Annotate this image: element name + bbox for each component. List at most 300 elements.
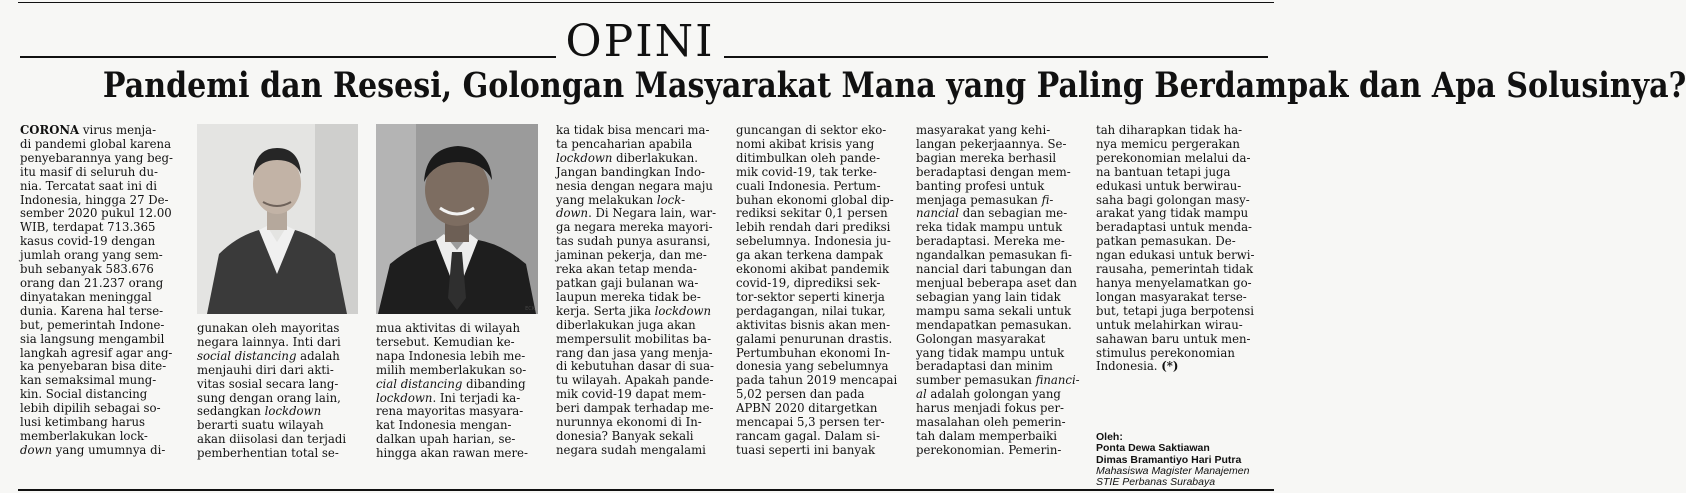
text-segment: sedangkan: [197, 404, 265, 419]
byline-author-1: Ponta Dewa Saktiawan: [1096, 442, 1210, 455]
text-segment: tor-sektor seperti kinerja: [736, 289, 885, 304]
text-line: [197, 364, 358, 378]
text-segment: cial distancing: [376, 376, 463, 391]
text-segment: Golongan masyarakat: [916, 331, 1046, 346]
text-segment: negara lainnya. Inti dari: [197, 334, 341, 349]
text-line: [556, 249, 718, 263]
text-line: [197, 350, 358, 364]
text-line: [20, 402, 178, 416]
text-line: [20, 207, 178, 221]
text-line: [556, 319, 718, 333]
text-line: [916, 152, 1077, 166]
text-segment: kat Indonesia mengan-: [376, 418, 512, 433]
text-line: [736, 402, 898, 416]
text-segment: menjual beberapa aset dan: [916, 275, 1077, 290]
text-segment: mempersulit mobilitas ba-: [556, 331, 712, 346]
author-photo-1: [197, 124, 358, 314]
text-line: [916, 347, 1077, 361]
text-line: [20, 347, 178, 361]
text-line: [736, 347, 898, 361]
section-title: OPINI: [565, 16, 715, 67]
text-segment: sia langsung mengambil: [20, 331, 165, 346]
text-segment: edukasi untuk berwirau-: [1096, 178, 1242, 193]
text-segment: stimulus perekonomian: [1096, 345, 1235, 360]
text-line: [736, 291, 898, 305]
text-segment: tah dalam memperbaiki: [916, 428, 1057, 443]
text-segment: donesia? Banyak sekali: [556, 428, 694, 443]
byline-label: Oleh:: [1096, 431, 1123, 443]
text-segment: ngandalkan pemasukan fi-: [916, 248, 1072, 263]
text-segment: mendapatkan pemasukan.: [916, 317, 1072, 332]
text-segment: bagian mereka berhasil: [916, 150, 1057, 165]
text-segment: lebih dipilih sebagai so-: [20, 401, 161, 416]
text-segment: dunia. Karena hal terse-: [20, 303, 164, 318]
text-line: [1096, 319, 1262, 333]
text-line: [20, 305, 178, 319]
text-segment: down: [20, 442, 53, 457]
text-line: [20, 277, 178, 291]
portrait-2-illustration: [376, 124, 538, 314]
text-line: [1096, 138, 1262, 152]
text-segment: kerja. Serta jika: [556, 303, 655, 318]
text-line: [20, 374, 178, 388]
text-line: [916, 416, 1077, 430]
text-segment: perdagangan, nilai tukar,: [736, 303, 886, 318]
text-line: [1096, 333, 1262, 347]
byline-institution: STIE Perbanas Surabaya: [1096, 476, 1216, 489]
text-segment: donesia yang sebelumnya: [736, 359, 889, 374]
text-line: [376, 405, 538, 419]
text-segment: virus menja-: [79, 123, 157, 137]
text-line: [556, 374, 718, 388]
text-line: [736, 305, 898, 319]
text-segment: mik covid-19, tak terke-: [736, 164, 877, 179]
text-line: [1096, 124, 1262, 138]
text-segment: dibanding: [462, 376, 526, 391]
rubric-rule-right: [724, 56, 1268, 58]
text-segment: CORONA: [20, 123, 80, 137]
text-line: [20, 319, 178, 333]
text-segment: buhan ekonomi global dip-: [736, 192, 894, 207]
text-segment: sahawan baru untuk men-: [1096, 331, 1251, 346]
text-segment: sung dengan orang lain,: [197, 390, 341, 405]
text-line: [20, 430, 178, 444]
text-line: [556, 152, 718, 166]
text-line: [916, 360, 1077, 374]
text-segment: fi-: [1041, 192, 1054, 207]
text-line: [916, 277, 1077, 291]
text-segment: dinyatakan meninggal: [20, 289, 152, 304]
text-segment: ta pencaharian apabila: [556, 136, 693, 151]
text-segment: kan semaksimal mung-: [20, 373, 157, 388]
text-line: [736, 263, 898, 277]
text-segment: Indonesia.: [1096, 359, 1162, 374]
text-segment: di kebutuhan dasar di sua-: [556, 359, 714, 374]
text-segment: nomi akibat krisis yang: [736, 136, 875, 151]
text-line: [736, 221, 898, 235]
text-line: [20, 166, 178, 180]
text-line: [1096, 194, 1262, 208]
text-segment: sember 2020 pukul 12.00: [20, 206, 172, 221]
text-segment: guncangan di sektor eko-: [736, 123, 887, 137]
text-segment: menjauhi diri dari akti-: [197, 362, 334, 377]
text-line: [916, 180, 1077, 194]
text-segment: milih memberlakukan so-: [376, 362, 527, 377]
article-headline: Pandemi dan Resesi, Golongan Masyarakat Mana yang Paling Berdampak dan Apa Solusinya?: [102, 65, 1686, 106]
text-segment: sumber pemasukan: [916, 373, 1036, 388]
text-line: [736, 333, 898, 347]
text-segment: negara sudah mengalami: [556, 442, 706, 457]
text-segment: nya memicu pergerakan: [1096, 136, 1240, 151]
text-line: [736, 249, 898, 263]
text-line: [916, 207, 1077, 221]
text-segment: ngan edukasi untuk berwi-: [1096, 248, 1255, 263]
text-line: [20, 152, 178, 166]
text-segment: financi-: [1035, 373, 1080, 388]
text-segment: sebagian yang lain tidak: [916, 289, 1061, 304]
text-segment: ka penyebaran bisa dite-: [20, 359, 167, 374]
text-segment: al: [916, 387, 927, 402]
text-line: [556, 263, 718, 277]
text-line: [197, 447, 358, 461]
text-line: [916, 430, 1077, 444]
text-line: [20, 263, 178, 277]
text-segment: lock-: [656, 192, 686, 207]
text-segment: diberlakukan.: [612, 150, 698, 165]
text-line: [736, 416, 898, 430]
text-line: [916, 373, 1080, 388]
text-line: [197, 419, 358, 433]
text-segment: tah diharapkan tidak ha-: [1096, 123, 1243, 137]
text-segment: banting profesi untuk: [916, 178, 1045, 193]
text-segment: patkan gaji bulanan wa-: [556, 275, 699, 290]
text-segment: cuali Indonesia. Pertum-: [736, 178, 881, 193]
author-photo-2: [376, 124, 538, 314]
text-segment: rediksi sekitar 0,1 persen: [736, 206, 888, 221]
text-segment: masalahan oleh pemerin-: [916, 415, 1066, 430]
photo-credit: ECK: [525, 306, 535, 312]
text-line: [1096, 305, 1262, 319]
text-segment: memberlakukan: [20, 428, 120, 443]
text-segment: tuasi seperti ini banyak: [736, 442, 876, 457]
text-line: [556, 207, 718, 221]
text-segment: hanya menyelamatkan go-: [1096, 275, 1252, 290]
text-segment: menjaga pemasukan: [916, 192, 1042, 207]
text-line: [916, 444, 1077, 458]
text-segment: nancial: [916, 206, 960, 221]
text-line: [197, 392, 358, 406]
text-line: [1096, 166, 1262, 180]
text-segment: Pertumbuhan ekonomi In-: [736, 345, 891, 360]
text-segment: jaminan pekerja, dan me-: [556, 248, 707, 263]
text-segment: masyarakat yang kehi-: [916, 123, 1051, 137]
text-segment: but, tetapi juga berpotensi: [1096, 303, 1255, 318]
text-segment: beradaptasi dan minim: [916, 359, 1053, 374]
text-segment: mencapai 5,3 persen ter-: [736, 415, 885, 430]
text-segment: vitas sosial secara lang-: [197, 376, 339, 391]
text-line: [556, 402, 718, 416]
text-segment: saha bagi golongan masy-: [1096, 192, 1250, 207]
text-line: [1096, 235, 1262, 249]
text-line: [916, 319, 1077, 333]
text-line: [736, 319, 898, 333]
text-line: [376, 419, 538, 433]
text-line: [556, 444, 718, 458]
text-segment: beradaptasi. Mereka me-: [916, 234, 1065, 249]
text-line: [916, 388, 1077, 402]
text-segment: diberlakukan juga akan: [556, 317, 696, 332]
text-segment: yang tidak mampu untuk: [916, 345, 1065, 360]
text-segment: 5,02 persen dan pada: [736, 387, 865, 402]
text-segment: lockdown: [376, 390, 433, 405]
text-line: [736, 360, 898, 374]
text-segment: nesia dengan negara maju: [556, 178, 713, 193]
column-3: [376, 322, 538, 461]
text-line: [20, 124, 178, 138]
text-segment: APBN 2020 ditargetkan: [736, 401, 878, 416]
text-line: [736, 207, 898, 221]
text-line: [916, 263, 1077, 277]
text-line: [1096, 291, 1262, 305]
text-segment: adalah golongan yang: [926, 387, 1061, 402]
text-line: [556, 221, 718, 235]
text-line: [20, 333, 178, 347]
text-segment: na bantuan tetapi juga: [1096, 164, 1231, 179]
byline-role: Mahasiswa Magister Manajemen: [1096, 464, 1250, 477]
text-segment: perekonomian melalui da-: [1096, 150, 1251, 165]
text-line: [916, 333, 1077, 347]
text-segment: covid-19, diprediksi sek-: [736, 275, 881, 290]
text-line: [376, 447, 538, 461]
text-line: [916, 291, 1077, 305]
text-line: [736, 180, 898, 194]
text-segment: nia. Tercatat saat ini di: [20, 178, 157, 193]
text-segment: lockdown: [556, 150, 613, 165]
text-segment: beri dampak terhadap me-: [556, 401, 714, 416]
text-line: [1096, 249, 1262, 263]
text-segment: galami penurunan drastis.: [736, 331, 893, 346]
text-segment: Jangan bandingkan Indo-: [556, 164, 705, 179]
text-segment: reka akan tetap menda-: [556, 262, 697, 277]
text-segment: adalah: [296, 348, 340, 363]
text-line: [376, 322, 538, 336]
rubric-rule-left: [20, 56, 556, 58]
text-segment: mampu sama sekali untuk: [916, 303, 1072, 318]
text-line: [197, 378, 358, 392]
text-line: [556, 235, 718, 249]
text-line: [20, 221, 178, 235]
text-segment: beradaptasi untuk menda-: [1096, 220, 1253, 235]
column-6: [916, 123, 1080, 458]
text-line: [556, 305, 718, 319]
text-line: [20, 138, 178, 152]
text-line: [20, 360, 178, 374]
text-segment: tu wilayah. Apakah pande-: [556, 373, 714, 388]
text-line: [736, 194, 898, 208]
text-line: [376, 336, 538, 350]
column-2: [197, 322, 358, 461]
text-segment: lock-: [119, 428, 148, 443]
text-line: [916, 249, 1077, 263]
text-segment: itu masif di seluruh du-: [20, 164, 158, 179]
text-segment: langkah agresif agar ang-: [20, 345, 173, 360]
text-segment: ka tidak bisa mencari ma-: [556, 123, 710, 137]
text-line: [556, 430, 718, 444]
text-segment: nancial dari tabungan dan: [916, 262, 1073, 277]
byline-author-2: Dimas Bramantiyo Hari Putra: [1096, 453, 1242, 466]
text-line: [916, 235, 1077, 249]
text-line: [1096, 221, 1262, 235]
text-segment: reka tidak mampu untuk: [916, 220, 1063, 235]
text-line: [556, 333, 718, 347]
text-segment: lockdown: [654, 303, 712, 318]
byline: [1096, 432, 1249, 488]
text-segment: laupun mereka tidak be-: [556, 289, 701, 304]
text-segment: yang melakukan: [556, 192, 657, 207]
text-line: [556, 124, 718, 138]
text-line: [1096, 277, 1262, 291]
text-segment: jumlah orang yang sem-: [20, 248, 163, 263]
text-segment: langan pekerjaannya. Se-: [916, 136, 1067, 151]
text-line: [1096, 207, 1262, 221]
text-line: [916, 138, 1077, 152]
text-line: [556, 138, 718, 152]
text-segment: rausaha, pemerintah tidak: [1096, 262, 1254, 277]
text-segment: dan sebagian me-: [959, 206, 1068, 221]
text-segment: gunakan oleh mayoritas: [197, 321, 340, 335]
text-segment: buh sebanyak 583.676: [20, 262, 154, 277]
text-line: [916, 402, 1077, 416]
text-segment: mik covid-19 dapat mem-: [556, 387, 706, 402]
text-line: [556, 194, 718, 208]
text-segment: rang dan jasa yang menja-: [556, 345, 713, 360]
text-segment: lebih rendah dari prediksi: [736, 220, 891, 235]
text-line: [736, 124, 898, 138]
text-line: [736, 444, 898, 458]
text-line: [916, 305, 1077, 319]
text-line: [20, 291, 178, 305]
text-segment: yang umumnya di-: [52, 442, 166, 457]
text-segment: lockdown: [264, 404, 322, 419]
column-4: [556, 124, 718, 458]
text-segment: rena mayoritas masyara-: [376, 404, 524, 419]
text-line: [1096, 263, 1262, 277]
top-rule: [18, 2, 1274, 3]
column-7: [1096, 124, 1262, 374]
text-line: [197, 322, 358, 336]
text-segment: kasus covid-19 dengan: [20, 234, 156, 249]
text-line: [1096, 360, 1262, 374]
text-segment: hingga akan rawan mere-: [376, 446, 528, 461]
text-line: [197, 433, 358, 447]
text-line: [197, 405, 358, 419]
text-segment: sebelumnya. Indonesia ju-: [736, 234, 891, 249]
column-1: [20, 124, 178, 458]
text-line: [1096, 180, 1262, 194]
text-segment: kin.: [20, 387, 46, 402]
text-segment: rancam gagal. Dalam si-: [736, 428, 880, 443]
text-line: [556, 180, 718, 194]
text-segment: nurunnya ekonomi di In-: [556, 415, 702, 430]
text-segment: patkan pemasukan. De-: [1096, 234, 1236, 249]
text-segment: ekonomi akibat pandemik: [736, 262, 890, 277]
text-segment: WIB, terdapat 713.365: [20, 220, 156, 235]
text-segment: but, pemerintah Indone-: [20, 317, 165, 332]
text-segment: akan diisolasi dan terjadi: [197, 432, 347, 447]
text-line: [556, 347, 718, 361]
text-line: [376, 433, 538, 447]
text-line: [556, 291, 718, 305]
text-line: [916, 194, 1077, 208]
text-line: [736, 152, 898, 166]
text-line: [736, 430, 898, 444]
text-segment: harus menjadi fokus per-: [916, 401, 1064, 416]
text-line: [1096, 347, 1262, 361]
text-line: [197, 336, 358, 350]
text-line: [556, 277, 718, 291]
text-segment: ga negara mereka mayori-: [556, 220, 713, 235]
column-5: [736, 124, 898, 458]
text-line: [736, 166, 898, 180]
text-segment: tas sudah punya asuransi,: [556, 234, 711, 249]
text-line: [20, 444, 178, 458]
text-segment: mua aktivitas di wilayah: [376, 321, 520, 335]
text-line: [20, 180, 178, 194]
text-line: [556, 166, 718, 180]
bottom-rule: [18, 489, 1274, 491]
text-segment: beradaptasi dengan mem-: [916, 164, 1071, 179]
text-segment: (*): [1161, 359, 1179, 374]
text-line: [20, 194, 178, 208]
text-line: [20, 249, 178, 263]
text-segment: untuk melahirkan wirau-: [1096, 317, 1243, 332]
text-line: [556, 360, 718, 374]
text-segment: Social distancing: [45, 387, 148, 402]
text-line: [556, 388, 718, 402]
text-line: [916, 221, 1077, 235]
text-segment: aktivitas bisnis akan men-: [736, 317, 891, 332]
text-line: [736, 235, 898, 249]
text-line: [736, 388, 898, 402]
text-segment: arakat yang tidak mampu: [1096, 206, 1249, 221]
text-segment: social distancing: [197, 348, 297, 363]
text-line: [376, 364, 538, 378]
text-segment: dalkan upah harian, se-: [376, 432, 516, 447]
text-segment: Indonesia, hingga 27 De-: [20, 192, 169, 207]
text-line: [736, 138, 898, 152]
text-line: [20, 388, 178, 402]
section-rubric: [0, 18, 1280, 68]
text-segment: . Ini terjadi ka-: [432, 390, 521, 405]
text-segment: lusi ketimbang harus: [20, 415, 146, 430]
text-line: [736, 374, 898, 388]
text-segment: pada tahun 2019 mencapai: [736, 373, 898, 388]
text-segment: penyebarannya yang beg-: [20, 150, 173, 165]
text-line: [20, 416, 178, 430]
text-segment: perekonomian. Pemerin-: [916, 442, 1062, 457]
portrait-1-illustration: [197, 124, 358, 314]
text-segment: tersebut. Kemudian ke-: [376, 334, 515, 349]
text-line: [736, 277, 898, 291]
text-line: [916, 124, 1077, 138]
text-line: [1096, 152, 1262, 166]
text-segment: ditimbulkan oleh pande-: [736, 150, 881, 165]
text-line: [556, 416, 718, 430]
text-line: [20, 235, 178, 249]
text-segment: down: [556, 206, 589, 221]
text-line: [376, 350, 538, 364]
text-line: [376, 392, 538, 406]
